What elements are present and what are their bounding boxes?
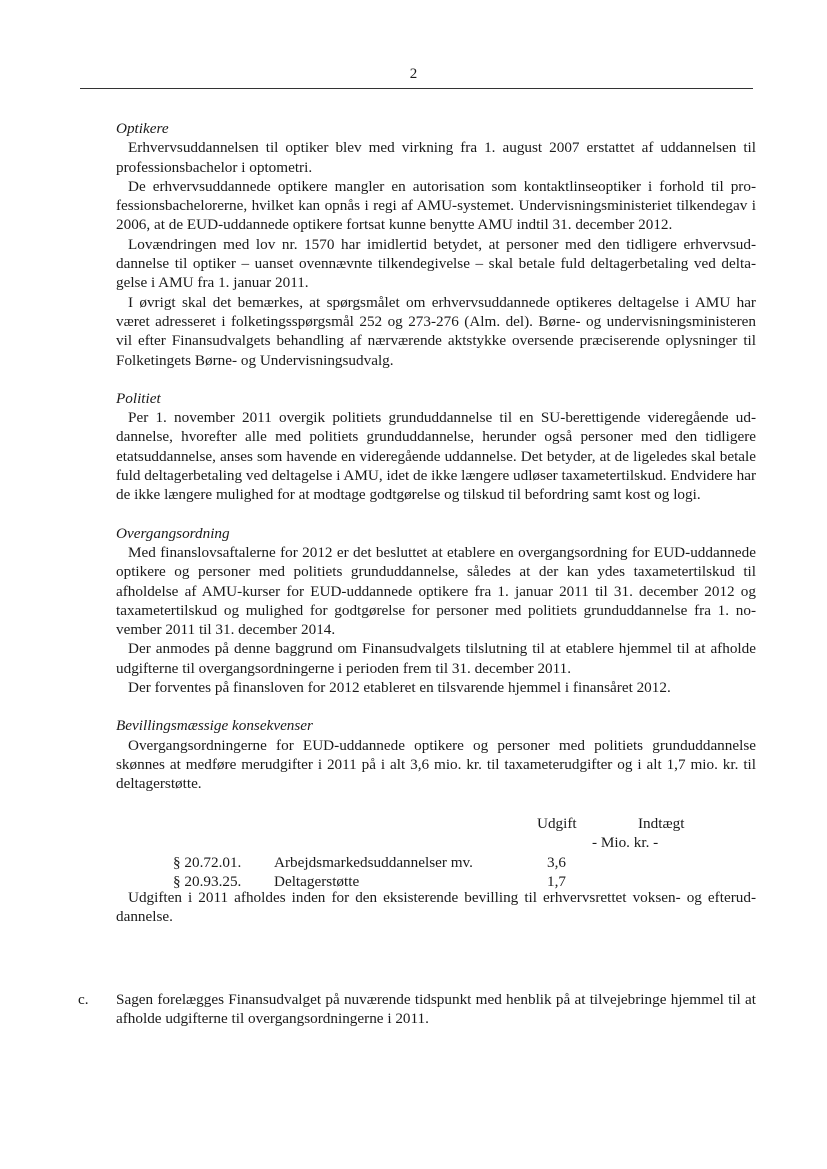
account-code: § 20.93.25.	[173, 872, 242, 890]
column-header-udgift: Udgift	[537, 814, 577, 832]
section-politiet	[116, 389, 756, 505]
table-row	[116, 853, 756, 872]
section-optikere	[116, 119, 756, 370]
paragraph: Der forventes på finansloven for 2012 etableret en tilsvarende hjemmel i finansåret 2012.	[128, 679, 671, 697]
section-title-politiet: Politiet	[116, 389, 161, 407]
section-title-bevilling: Bevillingsmæssige konsekvenser	[116, 717, 313, 735]
page-number: 2	[409, 66, 418, 82]
paragraph: Lovændringen med lov nr. 1570 har imidlertid betydet, at personer med den tidligere erhvervsuddannelse til optiker – uanset ovennævnte tilkendegivelse – skal betale fuld deltagerbetaling ved deltagelse i AMU fra 1. januar 2011.	[116, 235, 756, 292]
account-code: § 20.72.01.	[173, 853, 242, 871]
section-bevilling	[116, 716, 756, 926]
header-rule	[80, 88, 753, 89]
paragraph: Erhvervsuddannelsen til optiker blev med virkning fra 1. august 2007 erstattet af uddannelsen til professionsbachelor i optometri.	[116, 139, 756, 176]
section-title-overgangsordning: Overgangsordning	[116, 524, 230, 542]
budget-table	[116, 814, 756, 888]
paragraph: Overgangsordningerne for EUD-uddannede optikere og personer med politiets grunduddannelse skønnes at medføre merudgifter i 2011 på i alt 3,6 mio. kr. til taxameterudgifter og i alt 1,7 mio. kr. til deltagerstøtte.	[116, 736, 756, 793]
udgift-amount: 3,6	[547, 853, 566, 871]
point-c-text: Sagen forelægges Finansudvalget på nuværende tidspunkt med henblik på at tilvejebringe hjemmel til at afholde udgifterne til overgangsordningerne i 2011.	[116, 991, 756, 1028]
section-overgangsordning	[116, 524, 756, 698]
unit-label: - Mio. kr. -	[592, 833, 659, 851]
paragraph: De erhvervsuddannede optikere mangler en autorisation som kontaktlinseoptiker i forhold til professionsbachelorerne, hvilket kan opnås i regi af AMU-systemet. Undervisningsministeriet tilkendegav i 2006, at de EUD-uddannede optikere fortsat kunne benytte AMU indtil 31. december 2012.	[116, 177, 756, 234]
column-header-indtaegt: Indtægt	[638, 814, 685, 832]
paragraph: Med finanslovsaftalerne for 2012 er det besluttet at etablere en overgangsordning for EUD-uddannede optikere og personer med politiets grunduddannelse, således at der kan ydes taxametertilskud til afholdelse af AMU-kurser for EUD-uddannede optikere fra 1. januar 2011 til 31. december 2012 og taxametertilskud og mulighed for godtgørelse for personer med politiets grunduddannelse fra 1. november 2011 til 31. december 2014.	[116, 543, 756, 639]
point-c	[78, 990, 756, 1029]
document-body	[116, 119, 756, 945]
account-label: Arbejdsmarkedsuddannelser mv.	[274, 853, 473, 871]
paragraph: Per 1. november 2011 overgik politiets grunduddannelse til en SU-berettigende videregående uddannelse, hvorefter alle med politiets grunduddannelse, herunder også personer med den tidligere etatsuddannelse, anses som havende en videregående uddannelse. Det betyder, at de ligeledes skal betale fuld deltagerbetaling ved deltagelse i AMU, idet de ikke længere udløser taxametertilskud. Endvidere har de ikke længere mulighed for at modtage godtgørelse og tilskud til befordring samt kost og logi.	[116, 409, 756, 504]
paragraph: I øvrigt skal det bemærkes, at spørgsmålet om erhvervsuddannede optikeres deltagelse i AMU har været adresseret i folketingsspørgsmål 252 og 273-276 (Alm. del). Børne- og undervisningsministeren vil efter Finansudvalgets behandling af nærværende aktstykke oversende præciserende oplysninger til Folketingets Børne- og Undervisningsudvalg.	[116, 293, 756, 369]
list-marker: c.	[78, 991, 89, 1008]
paragraph: Udgiften i 2011 afholdes inden for den eksisterende bevilling til erhvervsrettet voksen- og efteruddannelse.	[116, 888, 756, 925]
section-title-optikere: Optikere	[116, 120, 169, 137]
table-row	[116, 872, 756, 891]
paragraph: Der anmodes på denne baggrund om Finansudvalgets tilslutning til at etablere hjemmel til at afholde udgifterne til overgangsordningerne i perioden frem til 31. december 2011.	[116, 640, 756, 677]
udgift-amount: 1,7	[547, 872, 566, 890]
account-label: Deltagerstøtte	[274, 872, 360, 890]
